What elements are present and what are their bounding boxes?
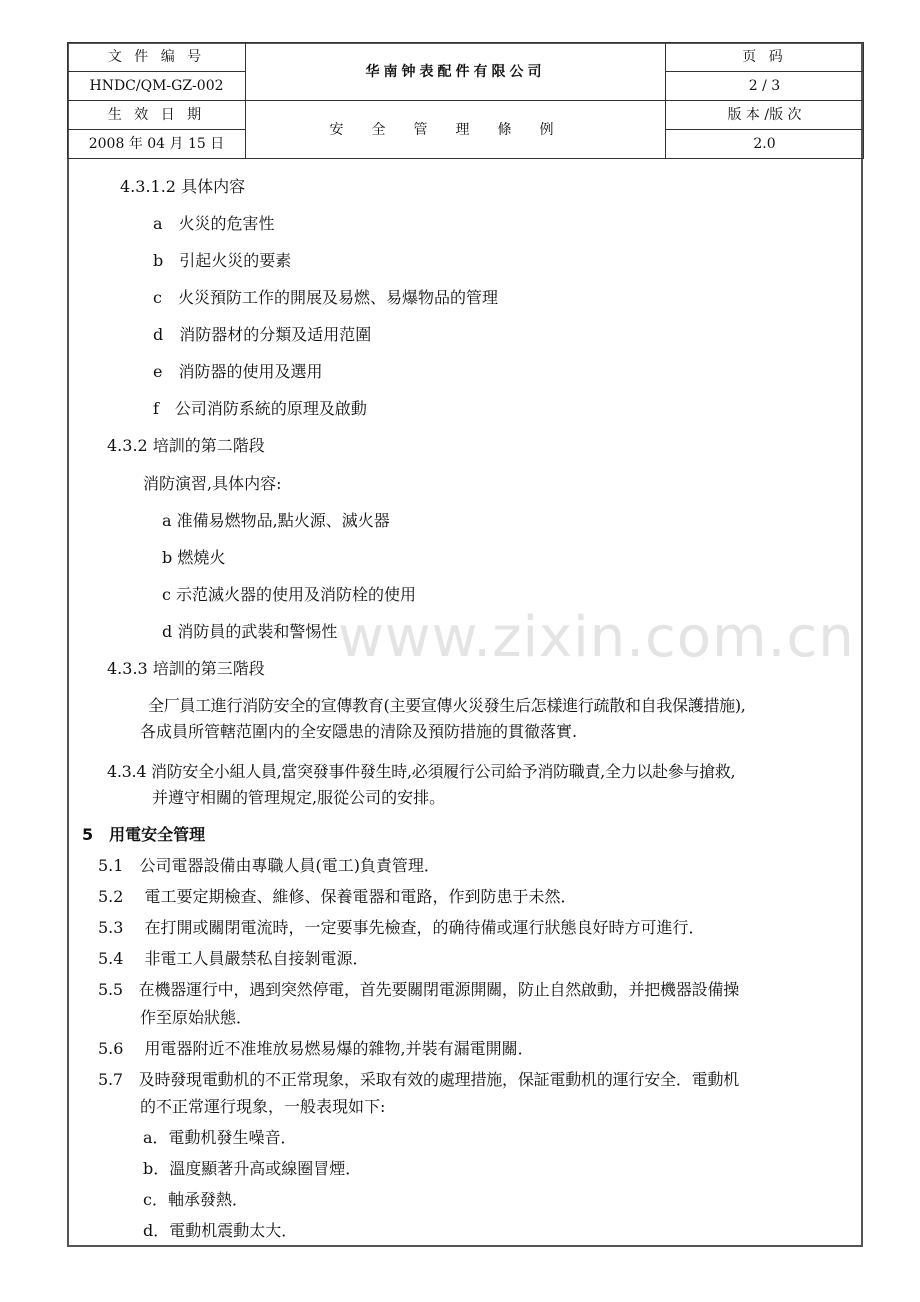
paragraph: 全厂員工進行消防安全的宣傳教育(主要宣傳火災發生后怎樣進行疏散和自我保護措施), xyxy=(148,696,746,715)
paragraph: 消防演習,具体内容: xyxy=(143,474,282,493)
heading-4-3-2: 4.3.2 培訓的第二階段 xyxy=(107,436,265,455)
list-item: d 消防員的武裝和警惕性 xyxy=(162,622,338,641)
list-item: a 准備易燃物品,點火源、滅火器 xyxy=(162,511,390,530)
clause-5-5: 5.5 在機器運行中，遇到突然停電，首先要關閉電源開關，防止自然啟動，并把機器設備操 xyxy=(98,980,740,999)
company-name: 华南钟表配件有限公司 xyxy=(246,43,666,101)
paragraph: 各成員所管轄范圍内的全安隱患的清除及預防措施的貫徹落實. xyxy=(140,722,578,741)
clause-5-3: 5.3 在打開或關閉電流時，一定要事先檢查，的确待備或運行狀態良好時方可進行． xyxy=(98,918,705,937)
list-item: a 火災的危害性 xyxy=(153,214,275,233)
version-label: 版 本 /版 次 xyxy=(666,101,864,130)
section-heading-5: 5 用電安全管理 xyxy=(82,825,206,844)
effective-date-label: 生 效 日 期 xyxy=(68,101,246,130)
version-number: 2.0 xyxy=(666,130,864,159)
list-item: d 消防器材的分類及适用范圍 xyxy=(153,325,372,344)
watermark: www.zixin.com.cn xyxy=(338,605,855,670)
page-label: 页 码 xyxy=(666,43,864,72)
list-item: b 燃燒火 xyxy=(162,548,226,567)
list-item: a．電動机發生噪音． xyxy=(143,1128,297,1147)
clause-5-6: 5.6 用電器附近不准堆放易燃易爆的雜物,并裝有漏電開關． xyxy=(98,1039,534,1058)
list-item: f 公司消防系統的原理及啟動 xyxy=(153,399,367,418)
paragraph: 并遵守相關的管理規定,服從公司的安排。 xyxy=(152,788,446,807)
list-item: c．軸承發熱． xyxy=(143,1190,248,1209)
document-title: 安全管理條例 xyxy=(246,101,666,159)
list-item: b 引起火災的要素 xyxy=(153,251,292,270)
paragraph: 的不正常運行現象，一般表現如下: xyxy=(140,1097,386,1116)
clause-5-7: 5.7 及時發現電動机的不正常現象，采取有效的處理措施，保証電動机的運行安全．電動机 xyxy=(98,1070,740,1089)
clause-5-2: 5.2 電工要定期檢查、維修、保養電器和電路，作到防患于未然． xyxy=(98,887,577,906)
document-header-table xyxy=(67,42,864,159)
list-item: d．電動机震動太大． xyxy=(143,1221,298,1240)
list-item: c 火災預防工作的開展及易燃、易爆物品的管理 xyxy=(153,288,498,307)
heading-4-3-3: 4.3.3 培訓的第三階段 xyxy=(107,659,265,678)
paragraph: 作至原始狀態． xyxy=(140,1008,253,1027)
doc-number-label: 文 件 编 号 xyxy=(68,43,246,72)
doc-number: HNDC/QM-GZ-002 xyxy=(68,72,246,101)
clause-5-4: 5.4 非電工人員嚴禁私自接剝電源． xyxy=(98,949,369,968)
effective-date: 2008 年 04 月 15 日 xyxy=(68,130,246,159)
list-item: b．溫度顯著升高或線圈冒煙． xyxy=(143,1159,362,1178)
list-item: c 示范滅火器的使用及消防栓的使用 xyxy=(162,585,417,604)
heading-4-3-1-2: 4.3.1.2 具体内容 xyxy=(120,177,246,196)
page-number: 2 / 3 xyxy=(666,72,864,101)
paragraph-4-3-4: 4.3.4 消防安全小組人員,當突發事件發生時,必須履行公司給予消防職責,全力以赴參与搶救, xyxy=(107,762,736,781)
list-item: e 消防器的使用及選用 xyxy=(153,362,323,381)
clause-5-1: 5.1 公司電器設備由專職人員(電工)負責管理． xyxy=(98,856,440,875)
